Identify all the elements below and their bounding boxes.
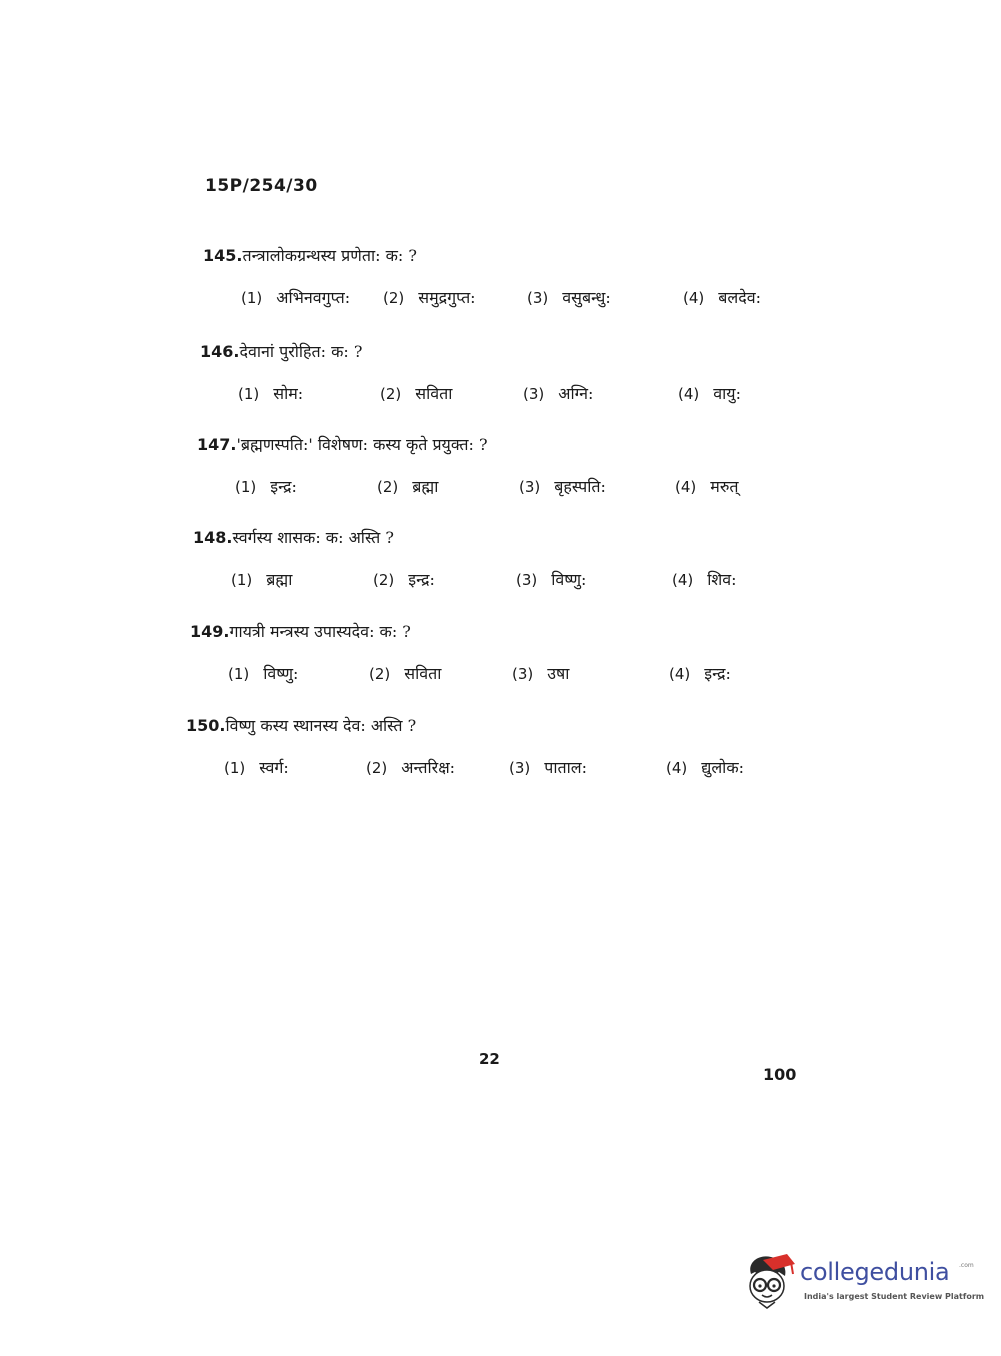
question-number: 148. bbox=[193, 528, 233, 547]
question-146 bbox=[200, 340, 741, 412]
option-3: (3) पाताल: bbox=[509, 758, 587, 777]
option-2: (2) ब्रह्मा bbox=[377, 477, 439, 496]
question-number: 150. bbox=[186, 716, 226, 735]
paper-code: 15P/254/30 bbox=[205, 176, 318, 196]
marks-label: 100 bbox=[763, 1065, 797, 1084]
question-text: देवानां पुरोहित: क: ? bbox=[239, 342, 363, 361]
option-2: (2) सविता bbox=[380, 384, 453, 403]
option-4: (4) बलदेव: bbox=[683, 288, 762, 307]
question-number: 147. bbox=[197, 435, 237, 454]
mascot-icon bbox=[743, 1252, 795, 1310]
option-3: (3) विष्णु: bbox=[516, 570, 587, 589]
option-4: (4) शिव: bbox=[672, 570, 737, 589]
option-3: (3) बृहस्पति: bbox=[519, 477, 606, 496]
logo-tagline: India's largest Student Review Platform bbox=[804, 1292, 985, 1301]
question-text: विष्णु कस्य स्थानस्य देव: अस्ति ? bbox=[225, 716, 417, 735]
option-1: (1) स्वर्ग: bbox=[224, 758, 289, 777]
question-number: 145. bbox=[203, 246, 243, 265]
option-3: (3) उषा bbox=[512, 664, 570, 683]
option-2: (2) अन्तरिक्ष: bbox=[366, 758, 456, 777]
question-number: 146. bbox=[200, 342, 240, 361]
option-2: (2) इन्द्र: bbox=[373, 570, 435, 589]
question-number: 149. bbox=[190, 622, 230, 641]
option-4: (4) इन्द्र: bbox=[669, 664, 731, 683]
question-149 bbox=[190, 620, 731, 692]
question-145 bbox=[203, 244, 762, 316]
option-4: (4) वायु: bbox=[678, 384, 741, 403]
question-text: तन्त्रालोकग्रन्थस्य प्रणेता: क: ? bbox=[242, 246, 417, 265]
collegedunia-logo bbox=[743, 1252, 985, 1318]
logo-domain-suffix: .com bbox=[959, 1262, 974, 1269]
option-4: (4) द्युलोक: bbox=[666, 758, 745, 777]
option-1: (1) सोम: bbox=[238, 384, 304, 403]
option-2: (2) समुद्रगुप्त: bbox=[383, 288, 476, 307]
option-1: (1) इन्द्र: bbox=[235, 477, 297, 496]
question-150 bbox=[186, 714, 745, 786]
option-1: (1) विष्णु: bbox=[228, 664, 299, 683]
page-number: 22 bbox=[479, 1050, 500, 1068]
question-147 bbox=[197, 433, 739, 505]
question-text: स्वर्गस्य शासक: क: अस्ति ? bbox=[232, 528, 394, 547]
option-2: (2) सविता bbox=[369, 664, 442, 683]
option-3: (3) वसुबन्धु: bbox=[527, 288, 611, 307]
question-148 bbox=[193, 526, 737, 598]
logo-wordmark: collegedunia bbox=[800, 1258, 950, 1286]
question-text: गायत्री मन्त्रस्य उपास्यदेव: क: ? bbox=[229, 622, 411, 641]
option-3: (3) अग्नि: bbox=[523, 384, 594, 403]
option-1: (1) अभिनवगुप्त: bbox=[241, 288, 351, 307]
option-1: (1) ब्रह्मा bbox=[231, 570, 293, 589]
question-text: 'ब्रह्मणस्पति:' विशेषण: कस्य कृते प्रयुक्त: ? bbox=[236, 435, 488, 454]
option-4: (4) मरुत् bbox=[675, 477, 739, 496]
